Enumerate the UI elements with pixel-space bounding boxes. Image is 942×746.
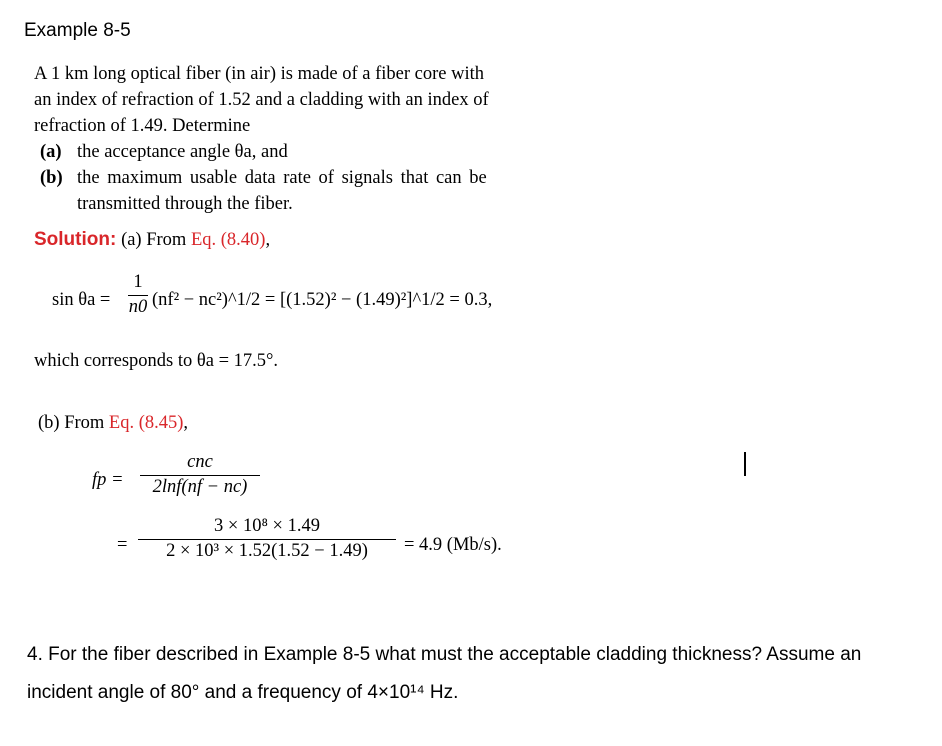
solution-label: Solution: <box>34 229 117 250</box>
eq1-rest: (nf² − nc²)^1/2 = [(1.52)² − (1.49)²]^1/2 = 0.3, <box>152 290 493 310</box>
eq1-frac-den: n0 <box>128 297 148 317</box>
eq2-den: 2lnf(nf − nc) <box>152 477 248 497</box>
solution-b-heading <box>38 410 188 436</box>
text-cursor <box>744 452 746 476</box>
eq2-lhs: fp = <box>92 470 124 490</box>
eq2-num: cnc <box>187 452 213 472</box>
solution-b-suffix: , <box>183 413 189 433</box>
problem-line-1: A 1 km long optical fiber (in air) is made of a fiber core with <box>34 64 485 84</box>
eq1-frac-num: 1 <box>133 272 143 292</box>
eq3-den: 2 × 10³ × 1.52(1.52 − 1.49) <box>166 541 368 561</box>
eq3-result: = 4.9 (Mb/s). <box>404 535 502 555</box>
part-a-label: (a) <box>40 142 62 162</box>
example-title: Example 8-5 <box>24 20 131 41</box>
solution-heading <box>34 229 270 251</box>
solution-a-suffix: , <box>265 230 271 250</box>
solution-a-ref: Eq. (8.40) <box>190 230 266 250</box>
solution-b-prefix: (b) From <box>38 413 109 433</box>
eq1-fraction <box>128 272 148 318</box>
solution-b-ref: Eq. (8.45) <box>108 413 184 433</box>
part-b-line-2: transmitted through the fiber. <box>77 194 293 214</box>
problem-line-3: refraction of 1.49. Determine <box>34 116 251 136</box>
eq3-fraction <box>138 516 396 562</box>
eq2-fraction <box>140 452 260 498</box>
eq3-num: 3 × 10⁸ × 1.49 <box>214 516 320 536</box>
part-a-text-body: the acceptance angle θa, and <box>77 142 288 162</box>
eq1-lhs: sin θa = <box>52 290 111 310</box>
question-line-1: 4. For the fiber described in Example 8-5 what must the acceptable cladding thickness? Assume an <box>27 644 862 665</box>
part-b-line-1: the maximum usable data rate of signals that can be <box>77 168 487 188</box>
solution-a-prefix: (a) From <box>121 230 191 250</box>
part-b-label: (b) <box>40 168 63 188</box>
which-corresponds: which corresponds to θa = 17.5°. <box>34 351 279 371</box>
eq3-equals: = <box>117 535 128 555</box>
problem-line-2: an index of refraction of 1.52 and a cladding with an index of <box>34 90 489 110</box>
part-a-text <box>77 139 288 165</box>
question-line-2: incident angle of 80° and a frequency of 4×10¹⁴ Hz. <box>27 682 459 703</box>
